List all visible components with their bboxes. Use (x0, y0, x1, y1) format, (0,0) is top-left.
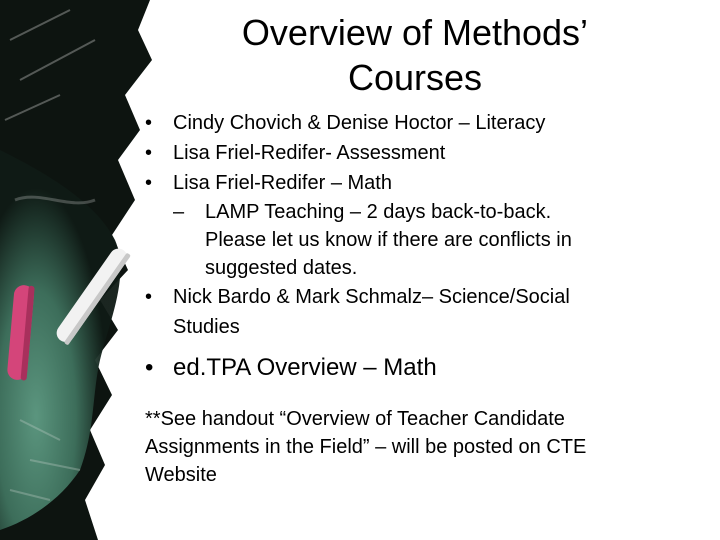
large-bullet-item (145, 352, 705, 384)
bullet-text-line-1: Nick Bardo & Mark Schmalz– Science/Social (173, 286, 570, 308)
bullet-item (145, 282, 705, 342)
sub-bullet-line-2: Please let us know if there are conflicts in (205, 229, 572, 251)
bullet-item (145, 108, 705, 138)
bullet-text: Lisa Friel-Redifer – Math (173, 172, 392, 194)
handout-note (145, 405, 705, 489)
sub-bullet-line-1: LAMP Teaching – 2 days back-to-back. (205, 201, 552, 223)
bullet-text: Cindy Chovich & Denise Hoctor – Literacy (173, 112, 546, 134)
note-line-3: Website (145, 464, 217, 486)
note-line-1: **See handout “Overview of Teacher Candidate (145, 408, 565, 430)
bullet-marker: • (145, 354, 154, 381)
bullet-marker: • (145, 142, 153, 164)
slide-title (170, 10, 660, 100)
large-bullet-text: ed.TPA Overview – Math (173, 354, 437, 381)
bullet-text: Lisa Friel-Redifer- Assessment (173, 142, 446, 164)
bullet-marker: • (145, 172, 153, 194)
bullet-marker: • (145, 112, 153, 134)
title-line-1: Overview of Methods’ (241, 12, 589, 53)
sub-bullet-item (145, 198, 705, 282)
bullet-list (145, 108, 705, 384)
bullet-text-line-2: Studies (173, 316, 240, 338)
sub-bullet-line-3: suggested dates. (205, 257, 358, 279)
bullet-marker: • (145, 286, 153, 308)
sub-bullet-marker: – (173, 201, 185, 223)
bullet-item (145, 168, 705, 198)
bullet-item (145, 138, 705, 168)
title-line-2: Courses (347, 57, 483, 98)
note-line-2: Assignments in the Field” – will be posted on CTE (145, 436, 587, 458)
